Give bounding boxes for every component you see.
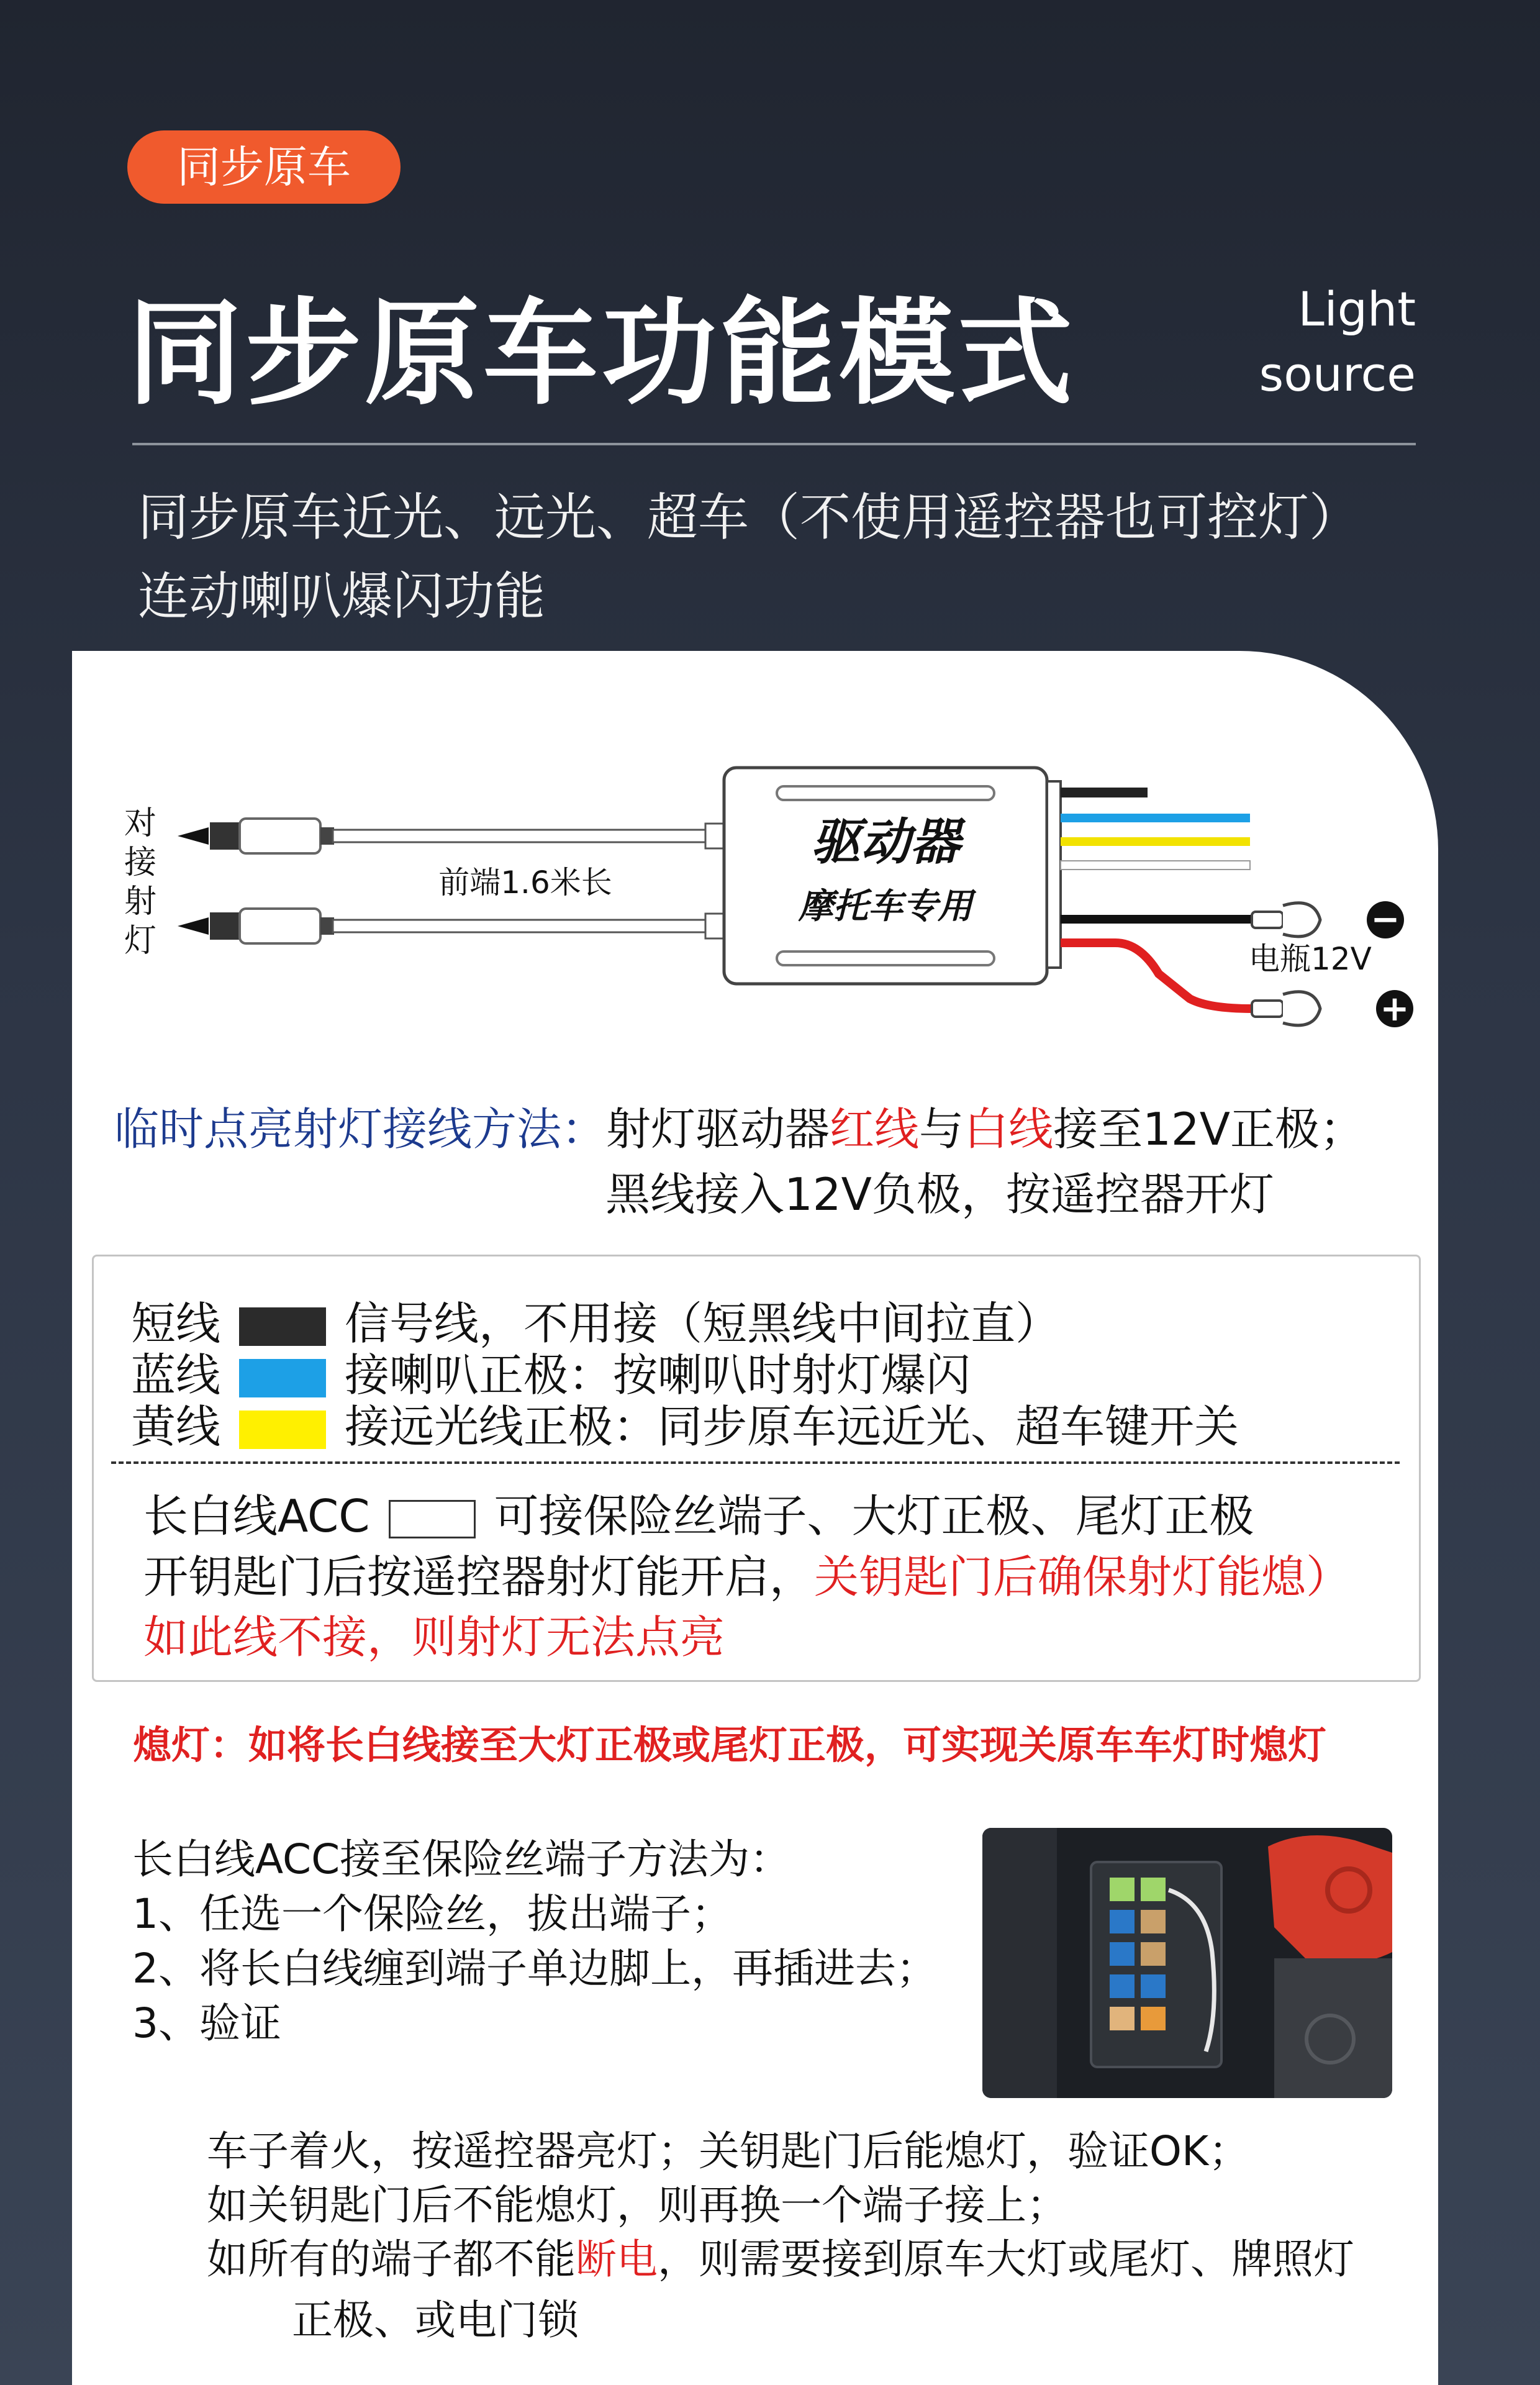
connector-label-3: 射 — [124, 883, 157, 920]
verify-line-1: 车子着火，按遥控器亮灯；关钥匙门后能熄灯，验证OK； — [207, 2127, 1250, 2175]
verify-line-3-a: 如所有的端子都不能 — [207, 2235, 576, 2283]
connector-top — [178, 819, 780, 853]
step-item: 1、任选一个保险丝，拔出端子； — [132, 1890, 732, 1938]
output-wires — [1061, 788, 1252, 1009]
verify-instructions — [207, 2124, 1354, 2286]
method-text-b: 与 — [919, 1103, 964, 1155]
verify-power-off: 断电 — [576, 2235, 658, 2283]
turn-off-note: 熄灯：如将长白线接至大灯正极或尾灯正极，可实现关原车车灯时熄灯 — [133, 1722, 1327, 1768]
legend-name: 黄线 — [131, 1401, 221, 1453]
cable-length-label: 前端1.6米长 — [438, 865, 612, 901]
acc-desc: 可接保险丝端子、大灯正极、尾灯正极 — [494, 1490, 1254, 1542]
acc-line-3: 如此线不接，则射灯无法点亮 — [143, 1611, 725, 1663]
legend-desc: 信号线，不用接（短黑线中间拉直） — [345, 1297, 1061, 1350]
acc-line-2-red: 关钥匙门后确保射灯能熄） — [814, 1551, 1351, 1603]
subtitle-line-2: 连动喇叭爆闪功能 — [138, 567, 546, 626]
positive-terminal — [1252, 989, 1413, 1029]
acc-row — [143, 1480, 1254, 1545]
driver-box — [724, 768, 1061, 984]
verify-line-2: 如关钥匙门后不能熄灯，则再换一个端子接上； — [207, 2181, 1067, 2229]
connector-label-4: 灯 — [124, 922, 157, 960]
verify-line-3 — [207, 2232, 1354, 2286]
method-line-1 — [114, 1093, 1364, 1158]
light-word-1: Light — [1298, 281, 1416, 337]
wiring-diagram — [72, 651, 1438, 1048]
method-red-wire: 红线 — [830, 1103, 920, 1155]
driver-subtitle: 摩托车专用 — [799, 886, 972, 927]
step-item: 3、验证 — [132, 1999, 281, 2047]
connector-bottom — [178, 909, 780, 943]
connector-label-1: 对 — [124, 805, 157, 842]
method-text-c: 接至12V正极； — [1053, 1103, 1364, 1155]
section-tag: 同步原车 — [127, 130, 401, 204]
connector-label-2: 接 — [124, 844, 157, 881]
legend-name: 蓝线 — [131, 1349, 221, 1401]
light-word-2: source — [1259, 347, 1416, 402]
method-white-wire: 白线 — [964, 1103, 1054, 1155]
step-item: 2、将长白线缠到端子单边脚上，再插进去； — [132, 1945, 937, 1992]
legend-desc: 接喇叭正极：按喇叭时射灯爆闪 — [345, 1349, 971, 1401]
white-swatch — [389, 1500, 476, 1538]
steps-title: 长白线ACC接至保险丝端子方法为： — [132, 1835, 791, 1883]
positive-symbol: + — [1380, 989, 1410, 1029]
wire-legend — [92, 1255, 1421, 1682]
acc-name: 长白线ACC — [143, 1490, 370, 1542]
acc-line-2 — [143, 1541, 1351, 1606]
verify-line-4: 正极、或电门锁 — [292, 2296, 579, 2344]
light-source-label — [1259, 276, 1416, 407]
legend-desc: 接远光线正极：同步原车远近光、超车键开关 — [345, 1401, 1239, 1453]
driver-title: 驱动器 — [811, 813, 960, 871]
battery-label: 电瓶12V — [1249, 941, 1372, 977]
method-line-2: 黑线接入12V负极，按遥控器开灯 — [605, 1168, 1274, 1220]
legend-name: 短线 — [131, 1297, 221, 1350]
legend-row-yellow — [131, 1391, 1239, 1455]
method-text-a: 射灯驱动器 — [606, 1103, 830, 1155]
header-divider — [132, 443, 1416, 445]
fuse-box-photo — [982, 1828, 1392, 2098]
negative-terminal — [1252, 899, 1404, 940]
yellow-swatch — [239, 1411, 326, 1449]
acc-steps — [132, 1832, 937, 2051]
acc-line-2-black: 开钥匙门后按遥控器射灯能开启， — [143, 1551, 815, 1603]
verify-line-3-b: ，则需要接到原车大灯或尾灯、牌照灯 — [658, 2235, 1354, 2283]
method-label: 临时点亮射灯接线方法： — [114, 1103, 607, 1155]
subtitle-line-1: 同步原车近光、远光、超车（不使用遥控器也可控灯） — [138, 488, 1361, 547]
legend-divider — [111, 1461, 1400, 1464]
negative-symbol: − — [1370, 899, 1400, 940]
page-title: 同步原车功能模式 — [127, 286, 1076, 420]
